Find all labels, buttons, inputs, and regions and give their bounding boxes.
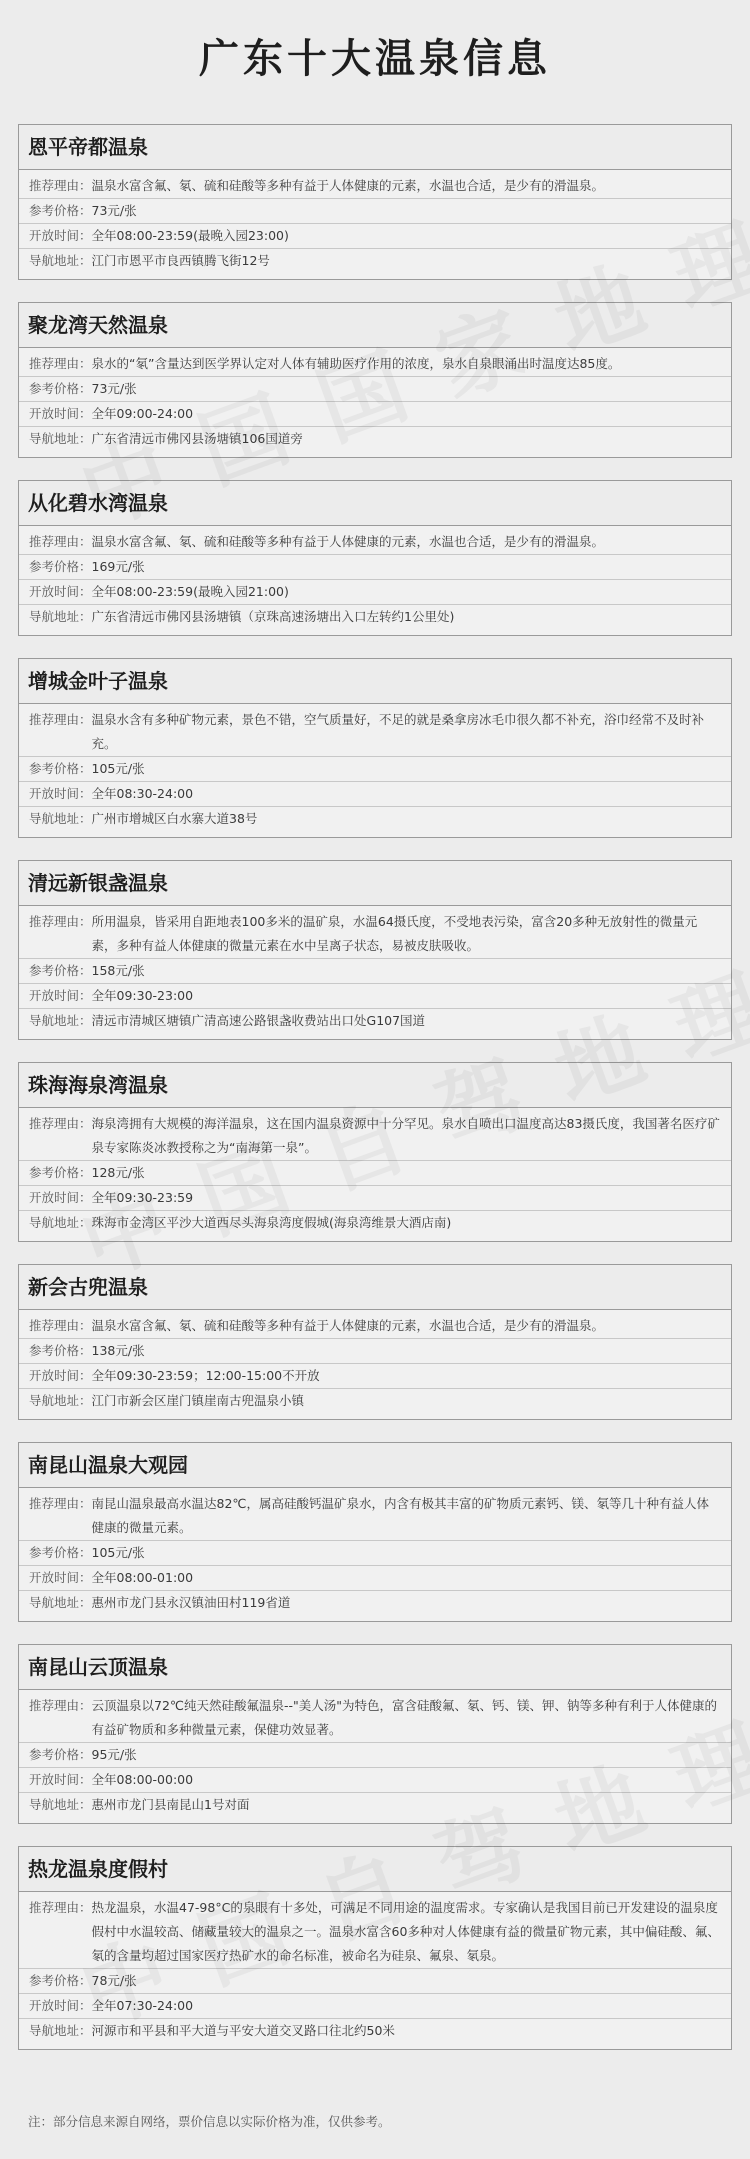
reason-label: 推荐理由： <box>29 1900 92 1915</box>
hours-row <box>19 1186 731 1211</box>
address-text: 惠州市龙门县南昆山1号对面 <box>91 1797 250 1812</box>
address-text: 惠州市龙门县永汉镇油田村119省道 <box>91 1595 291 1610</box>
spring-name: 增城金叶子温泉 <box>19 659 731 704</box>
reason-text: 海泉湾拥有大规模的海洋温泉，这在国内温泉资源中十分罕见。泉水自喷出口温度高达83摄氏度，我国著名医疗矿泉专家陈炎冰教授称之为“南海第一泉”。 <box>91 1116 720 1155</box>
address-text: 广东省清远市佛冈县汤塘镇（京珠高速汤塘出入口左转约1公里处) <box>91 609 455 624</box>
spring-card <box>18 124 732 280</box>
address-label: 导航地址： <box>29 1215 92 1230</box>
address-row <box>19 1009 731 1033</box>
price-text: 105元/张 <box>91 1545 145 1560</box>
reason-text: 南昆山温泉最高水温达82℃，属高硅酸钙温矿泉水，内含有极其丰富的矿物质元素钙、镁、氡等几十种有益人体健康的微量元素。 <box>91 1496 709 1535</box>
price-label: 参考价格： <box>29 1165 92 1180</box>
hours-row <box>19 1768 731 1793</box>
price-row <box>19 199 731 224</box>
spring-list <box>0 124 750 2050</box>
reason-text: 所用温泉，皆采用自距地表100多米的温矿泉，水温64摄氏度，不受地表污染，富含20多种无放射性的微量元素，多种有益人体健康的微量元素在水中呈离子状态，易被皮肤吸收。 <box>91 914 698 953</box>
price-text: 78元/张 <box>91 1973 137 1988</box>
hours-label: 开放时间： <box>29 228 92 243</box>
spring-card <box>18 302 732 458</box>
spring-card <box>18 1062 732 1242</box>
spring-card <box>18 1846 732 2050</box>
hours-row <box>19 782 731 807</box>
hours-row <box>19 402 731 427</box>
address-row <box>19 1211 731 1235</box>
reason-label: 推荐理由： <box>29 712 92 727</box>
price-label: 参考价格： <box>29 203 92 218</box>
reason-row <box>19 530 731 555</box>
reason-text: 热龙温泉，水温47-98°C的泉眼有十多处，可满足不同用途的温度需求。专家确认是我国目前已开发建设的温泉度假村中水温较高、储藏量较大的温泉之一。温泉水富含60多种对人体健康有益的微量矿物元素，其中偏硅酸、氟、氡的含量均超过国家医疗热矿水的命名标准，被命名为硅泉、氟泉、氡泉。 <box>91 1900 720 1963</box>
price-row <box>19 377 731 402</box>
reason-row <box>19 174 731 199</box>
address-text: 江门市恩平市良西镇腾飞街12号 <box>91 253 270 268</box>
hours-label: 开放时间： <box>29 1998 92 2013</box>
price-row <box>19 959 731 984</box>
spring-card <box>18 658 732 838</box>
address-label: 导航地址： <box>29 2023 92 2038</box>
reason-label: 推荐理由： <box>29 178 92 193</box>
hours-label: 开放时间： <box>29 406 92 421</box>
hours-row <box>19 1566 731 1591</box>
reason-text: 温泉水富含氟、氡、硫和硅酸等多种有益于人体健康的元素，水温也合适，是少有的滑温泉。 <box>91 178 605 193</box>
reason-label: 推荐理由： <box>29 1698 92 1713</box>
hours-label: 开放时间： <box>29 786 92 801</box>
price-label: 参考价格： <box>29 381 92 396</box>
price-label: 参考价格： <box>29 963 92 978</box>
spring-card <box>18 1264 732 1420</box>
spring-card <box>18 1644 732 1824</box>
spring-name: 南昆山温泉大观园 <box>19 1443 731 1488</box>
address-row <box>19 249 731 273</box>
address-label: 导航地址： <box>29 1393 92 1408</box>
price-label: 参考价格： <box>29 1545 92 1560</box>
hours-row <box>19 984 731 1009</box>
hours-text: 全年08:00-00:00 <box>91 1772 194 1787</box>
price-text: 73元/张 <box>91 203 137 218</box>
reason-row <box>19 1492 731 1541</box>
price-row <box>19 1339 731 1364</box>
price-label: 参考价格： <box>29 1973 92 1988</box>
footnote: 注：部分信息来源自网络，票价信息以实际价格为准，仅供参考。 <box>28 2114 391 2129</box>
spring-card <box>18 860 732 1040</box>
address-row <box>19 1389 731 1413</box>
hours-row <box>19 1364 731 1389</box>
price-text: 158元/张 <box>91 963 145 978</box>
hours-label: 开放时间： <box>29 988 92 1003</box>
address-row <box>19 807 731 831</box>
price-text: 105元/张 <box>91 761 145 776</box>
address-text: 珠海市金湾区平沙大道西尽头海泉湾度假城(海泉湾维景大酒店南) <box>91 1215 452 1230</box>
reason-text: 温泉水富含氟、氡、硫和硅酸等多种有益于人体健康的元素，水温也合适，是少有的滑温泉。 <box>91 534 605 549</box>
reason-label: 推荐理由： <box>29 534 92 549</box>
price-row <box>19 555 731 580</box>
spring-name: 热龙温泉度假村 <box>19 1847 731 1892</box>
reason-row <box>19 708 731 757</box>
hours-text: 全年09:30-23:00 <box>91 988 194 1003</box>
hours-text: 全年08:00-23:59(最晚入园21:00) <box>91 584 289 599</box>
hours-row <box>19 1994 731 2019</box>
price-label: 参考价格： <box>29 1747 92 1762</box>
price-row <box>19 1541 731 1566</box>
reason-label: 推荐理由： <box>29 1496 92 1511</box>
address-text: 广东省清远市佛冈县汤塘镇106国道旁 <box>91 431 303 446</box>
spring-card <box>18 480 732 636</box>
spring-name: 南昆山云顶温泉 <box>19 1645 731 1690</box>
address-row <box>19 2019 731 2043</box>
price-text: 128元/张 <box>91 1165 145 1180</box>
address-row <box>19 1793 731 1817</box>
hours-label: 开放时间： <box>29 1772 92 1787</box>
hours-label: 开放时间： <box>29 584 92 599</box>
price-label: 参考价格： <box>29 761 92 776</box>
address-text: 广州市增城区白水寨大道38号 <box>91 811 258 826</box>
price-row <box>19 1969 731 1994</box>
hours-text: 全年07:30-24:00 <box>91 1998 194 2013</box>
hours-label: 开放时间： <box>29 1570 92 1585</box>
reason-label: 推荐理由： <box>29 1318 92 1333</box>
address-text: 江门市新会区崖门镇崖南古兜温泉小镇 <box>91 1393 305 1408</box>
address-label: 导航地址： <box>29 1797 92 1812</box>
address-label: 导航地址： <box>29 811 92 826</box>
price-label: 参考价格： <box>29 559 92 574</box>
address-row <box>19 427 731 451</box>
address-label: 导航地址： <box>29 431 92 446</box>
hours-label: 开放时间： <box>29 1368 92 1383</box>
reason-label: 推荐理由： <box>29 356 92 371</box>
price-text: 95元/张 <box>91 1747 137 1762</box>
hours-text: 全年09:30-23:59 <box>91 1190 194 1205</box>
spring-name: 清远新银盏温泉 <box>19 861 731 906</box>
spring-name: 新会古兜温泉 <box>19 1265 731 1310</box>
reason-row <box>19 352 731 377</box>
price-row <box>19 757 731 782</box>
hours-text: 全年08:30-24:00 <box>91 786 194 801</box>
price-text: 169元/张 <box>91 559 145 574</box>
hours-text: 全年09:30-23:59；12:00-15:00不开放 <box>91 1368 320 1383</box>
reason-row <box>19 1112 731 1161</box>
reason-label: 推荐理由： <box>29 914 92 929</box>
reason-row <box>19 1896 731 1969</box>
reason-text: 泉水的“氡”含量达到医学界认定对人体有辅助医疗作用的浓度，泉水自泉眼涌出时温度达85度。 <box>91 356 621 371</box>
address-label: 导航地址： <box>29 609 92 624</box>
price-text: 138元/张 <box>91 1343 145 1358</box>
spring-card <box>18 1442 732 1622</box>
address-label: 导航地址： <box>29 1013 92 1028</box>
hours-text: 全年08:00-01:00 <box>91 1570 194 1585</box>
hours-row <box>19 580 731 605</box>
hours-text: 全年08:00-23:59(最晚入园23:00) <box>91 228 289 243</box>
spring-name: 聚龙湾天然温泉 <box>19 303 731 348</box>
price-text: 73元/张 <box>91 381 137 396</box>
price-row <box>19 1743 731 1768</box>
spring-name: 从化碧水湾温泉 <box>19 481 731 526</box>
spring-name: 恩平帝都温泉 <box>19 125 731 170</box>
reason-row <box>19 910 731 959</box>
price-label: 参考价格： <box>29 1343 92 1358</box>
reason-text: 温泉水含有多种矿物元素，景色不错，空气质量好，不足的就是桑拿房冰毛巾很久都不补充，浴巾经常不及时补充。 <box>91 712 705 751</box>
address-label: 导航地址： <box>29 253 92 268</box>
reason-label: 推荐理由： <box>29 1116 92 1131</box>
hours-row <box>19 224 731 249</box>
address-text: 清远市清城区塘镇广清高速公路银盏收费站出口处G107国道 <box>91 1013 426 1028</box>
address-row <box>19 1591 731 1615</box>
price-row <box>19 1161 731 1186</box>
page-title: 广东十大温泉信息 <box>199 36 551 82</box>
hours-text: 全年09:00-24:00 <box>91 406 194 421</box>
address-label: 导航地址： <box>29 1595 92 1610</box>
reason-text: 温泉水富含氟、氡、硫和硅酸等多种有益于人体健康的元素，水温也合适，是少有的滑温泉。 <box>91 1318 605 1333</box>
address-text: 河源市和平县和平大道与平安大道交叉路口往北约50米 <box>91 2023 395 2038</box>
reason-row <box>19 1694 731 1743</box>
reason-text: 云顶温泉以72℃纯天然硅酸氟温泉--"美人汤"为特色，富含硅酸氟、氡、钙、镁、钾、钠等多种有利于人体健康的有益矿物质和多种微量元素，保健功效显著。 <box>91 1698 717 1737</box>
address-row <box>19 605 731 629</box>
hours-label: 开放时间： <box>29 1190 92 1205</box>
reason-row <box>19 1314 731 1339</box>
spring-name: 珠海海泉湾温泉 <box>19 1063 731 1108</box>
